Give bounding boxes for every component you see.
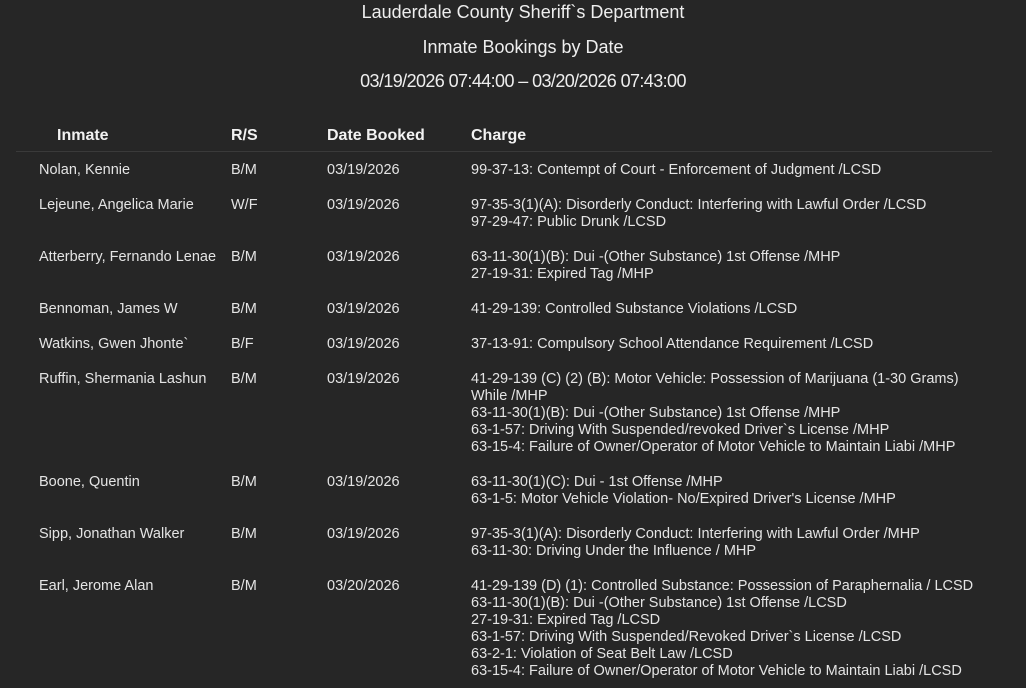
table-row bbox=[0, 568, 1026, 688]
table-row bbox=[0, 516, 1026, 568]
charge-list bbox=[471, 526, 1026, 560]
column-header-charge: Charge bbox=[471, 127, 527, 144]
date-booked: 03/19/2026 bbox=[327, 162, 400, 178]
charge-list bbox=[471, 578, 1026, 680]
charge-line: 37-13-91: Compulsory School Attendance Requirement /LCSD bbox=[471, 336, 874, 352]
charge-list bbox=[471, 197, 1026, 231]
race-sex: B/M bbox=[231, 526, 257, 542]
date-booked: 03/19/2026 bbox=[327, 336, 400, 352]
charge-line: 63-1-57: Driving With Suspended/Revoked Driver`s License /LCSD bbox=[471, 629, 902, 645]
charge-list bbox=[471, 474, 1026, 508]
charge-line: 63-15-4: Failure of Owner/Operator of Motor Vehicle to Maintain Liabi /LCSD bbox=[471, 663, 962, 679]
race-sex: B/F bbox=[231, 336, 254, 352]
inmate-name: Earl, Jerome Alan bbox=[39, 578, 154, 594]
column-header-date-booked: Date Booked bbox=[327, 127, 425, 144]
race-sex: W/F bbox=[231, 197, 258, 213]
race-sex: B/M bbox=[231, 578, 257, 594]
charge-line: 27-19-31: Expired Tag /LCSD bbox=[471, 612, 661, 628]
inmate-name: Lejeune, Angelica Marie bbox=[39, 197, 194, 213]
race-sex: B/M bbox=[231, 301, 257, 317]
date-booked: 03/19/2026 bbox=[327, 197, 400, 213]
date-booked: 03/19/2026 bbox=[327, 526, 400, 542]
date-booked: 03/19/2026 bbox=[327, 474, 400, 490]
charge-line: 41-29-139: Controlled Substance Violations /LCSD bbox=[471, 301, 798, 317]
charge-list bbox=[471, 249, 1026, 283]
race-sex: B/M bbox=[231, 249, 257, 265]
charge-line: 97-35-3(1)(A): Disorderly Conduct: Interfering with Lawful Order /LCSD bbox=[471, 197, 927, 213]
charge-line: 63-11-30(1)(B): Dui -(Other Substance) 1st Offense /LCSD bbox=[471, 595, 847, 611]
charge-line: 63-2-1: Violation of Seat Belt Law /LCSD bbox=[471, 646, 733, 662]
report-title: Lauderdale County Sheriff`s Department bbox=[361, 2, 685, 22]
inmate-name: Atterberry, Fernando Lenae bbox=[39, 249, 217, 265]
charge-list bbox=[471, 336, 1026, 353]
table-row bbox=[0, 464, 1026, 516]
inmate-name: Bennoman, James W bbox=[39, 301, 178, 317]
charge-line: 27-19-31: Expired Tag /MHP bbox=[471, 266, 654, 282]
charge-list bbox=[471, 371, 1026, 456]
inmate-name: Ruffin, Shermania Lashun bbox=[39, 371, 207, 387]
date-booked: 03/19/2026 bbox=[327, 301, 400, 317]
date-range: 03/19/2026 07:44:00 – 03/20/2026 07:43:00 bbox=[360, 71, 686, 91]
inmate-name: Watkins, Gwen Jhonte` bbox=[39, 336, 189, 352]
charge-line: 63-11-30(1)(C): Dui - 1st Offense /MHP bbox=[471, 474, 723, 490]
column-header-rs: R/S bbox=[231, 127, 258, 144]
charge-line: 99-37-13: Contempt of Court - Enforcement of Judgment /LCSD bbox=[471, 162, 882, 178]
race-sex: B/M bbox=[231, 474, 257, 490]
charge-line: 63-1-5: Motor Vehicle Violation- No/Expired Driver's License /MHP bbox=[471, 491, 896, 507]
column-header-inmate: Inmate bbox=[57, 127, 109, 144]
charge-line: 97-29-47: Public Drunk /LCSD bbox=[471, 214, 667, 230]
date-booked: 03/19/2026 bbox=[327, 371, 400, 387]
table-row bbox=[0, 361, 1026, 464]
bookings-table bbox=[0, 152, 1026, 688]
charge-line: While /MHP bbox=[471, 388, 548, 404]
charge-line: 41-29-139 (D) (1): Controlled Substance: Possession of Paraphernalia / LCSD bbox=[471, 578, 974, 594]
table-row bbox=[0, 187, 1026, 239]
table-row bbox=[0, 239, 1026, 291]
table-row bbox=[0, 326, 1026, 361]
date-booked: 03/19/2026 bbox=[327, 249, 400, 265]
charge-line: 63-11-30(1)(B): Dui -(Other Substance) 1st Offense /MHP bbox=[471, 405, 841, 421]
charge-line: 63-11-30: Driving Under the Influence / MHP bbox=[471, 543, 757, 559]
charge-line: 63-11-30(1)(B): Dui -(Other Substance) 1st Offense /MHP bbox=[471, 249, 841, 265]
report-subtitle: Inmate Bookings by Date bbox=[422, 37, 624, 57]
race-sex: B/M bbox=[231, 162, 257, 178]
charge-line: 97-35-3(1)(A): Disorderly Conduct: Interfering with Lawful Order /MHP bbox=[471, 526, 920, 542]
inmate-name: Boone, Quentin bbox=[39, 474, 140, 490]
charge-line: 63-15-4: Failure of Owner/Operator of Motor Vehicle to Maintain Liabi /MHP bbox=[471, 439, 956, 455]
table-row bbox=[0, 152, 1026, 187]
charge-line: 63-1-57: Driving With Suspended/revoked Driver`s License /MHP bbox=[471, 422, 890, 438]
table-row bbox=[0, 291, 1026, 326]
race-sex: B/M bbox=[231, 371, 257, 387]
inmate-name: Sipp, Jonathan Walker bbox=[39, 526, 185, 542]
charge-list bbox=[471, 301, 1026, 318]
charge-list bbox=[471, 162, 1026, 179]
charge-line: 41-29-139 (C) (2) (B): Motor Vehicle: Possession of Marijuana (1-30 Grams) bbox=[471, 371, 959, 387]
date-booked: 03/20/2026 bbox=[327, 578, 400, 594]
inmate-name: Nolan, Kennie bbox=[39, 162, 131, 178]
